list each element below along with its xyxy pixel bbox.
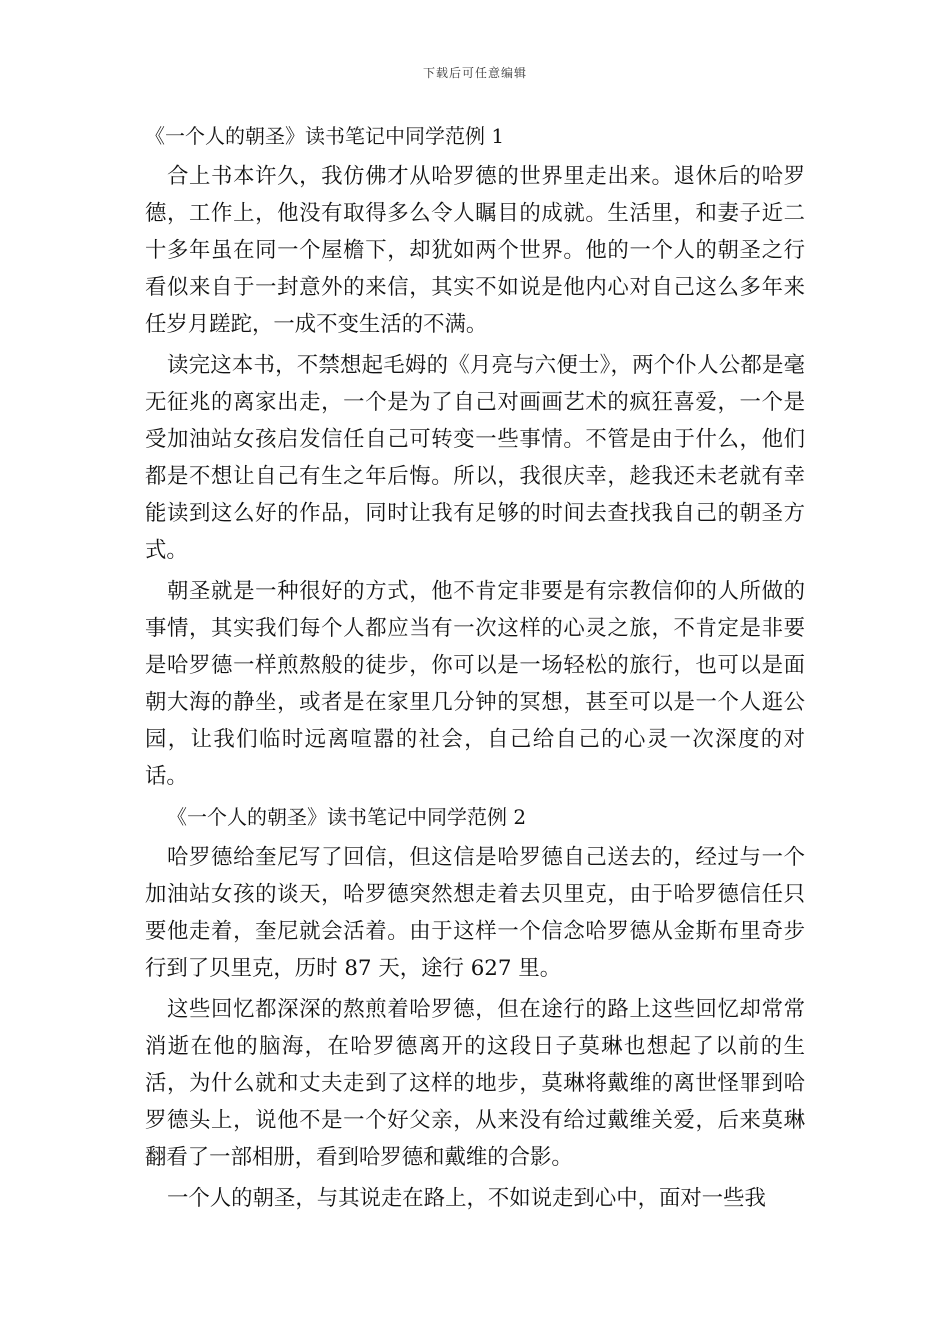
- section-1-title: 《一个人的朝圣》读书笔记中同学范例 1: [145, 124, 505, 148]
- section-1-paragraph-2: 读完这本书，不禁想起毛姆的《月亮与六便士》，两个仆人公都是毫无征兆的离家出走，一个是为了自己对画画艺术的疯狂喜爱，一个是受加油站女孩启发信任自己可转变一些事情。不管是由于什么，他们都是不想让自己有生之年后悔。所以，我很庆幸，趁我还未老就有幸能读到这么好的作品，同时让我有足够的时间去查找我自己的朝圣方式。: [145, 353, 805, 563]
- page-header-note: 下载后可任意编辑: [422, 66, 527, 80]
- section-2-paragraph-2: 这些回忆都深深的熬煎着哈罗德，但在途行的路上这些回忆却常常消逝在他的脑海，在哈罗德离开的这段日子莫琳也想起了以前的生活，为什么就和丈夫走到了这样的地步，莫琳将戴维的离世怪罪到哈罗德头上，说他不是一个好父亲，从来没有给过戴维关爱，后来莫琳翻看了一部相册，看到哈罗德和戴维的合影。: [145, 997, 805, 1170]
- section-2-paragraph-1: 哈罗德给奎尼写了回信，但这信是哈罗德自己送去的，经过与一个加油站女孩的谈天，哈罗德突然想走着去贝里克，由于哈罗德信任只要他走着，奎尼就会活着。由于这样一个信念哈罗德从金斯布里奇步行到了贝里克，历时 87 天，途行 627 里。: [145, 845, 805, 981]
- section-2-paragraph-3: 一个人的朝圣，与其说走在路上，不如说走到心中，面对一些我: [167, 1186, 766, 1211]
- document-body: [145, 118, 805, 1221]
- section-1-paragraph-3: 朝圣就是一种很好的方式，他不肯定非要是有宗教信仰的人所做的事情，其实我们每个人都应当有一次这样的心灵之旅，不肯定是非要是哈罗德一样煎熬般的徒步，你可以是一场轻松的旅行，也可以是面朝大海的静坐，或者是在家里几分钟的冥想，甚至可以是一个人逛公园，让我们临时远离喧嚣的社会，自己给自己的心灵一次深度的对话。: [145, 579, 805, 789]
- section-1-paragraph-1: 合上书本许久，我仿佛才从哈罗德的世界里走出来。退休后的哈罗德，工作上，他没有取得多么令人瞩目的成就。生活里，和妻子近二十多年虽在同一个屋檐下，却犹如两个世界。他的一个人的朝圣之行看似来自于一封意外的来信，其实不如说是他内心对自己这么多年来任岁月蹉跎，一成不变生活的不满。: [145, 164, 805, 337]
- section-2-title: 《一个人的朝圣》读书笔记中同学范例 2: [167, 805, 527, 829]
